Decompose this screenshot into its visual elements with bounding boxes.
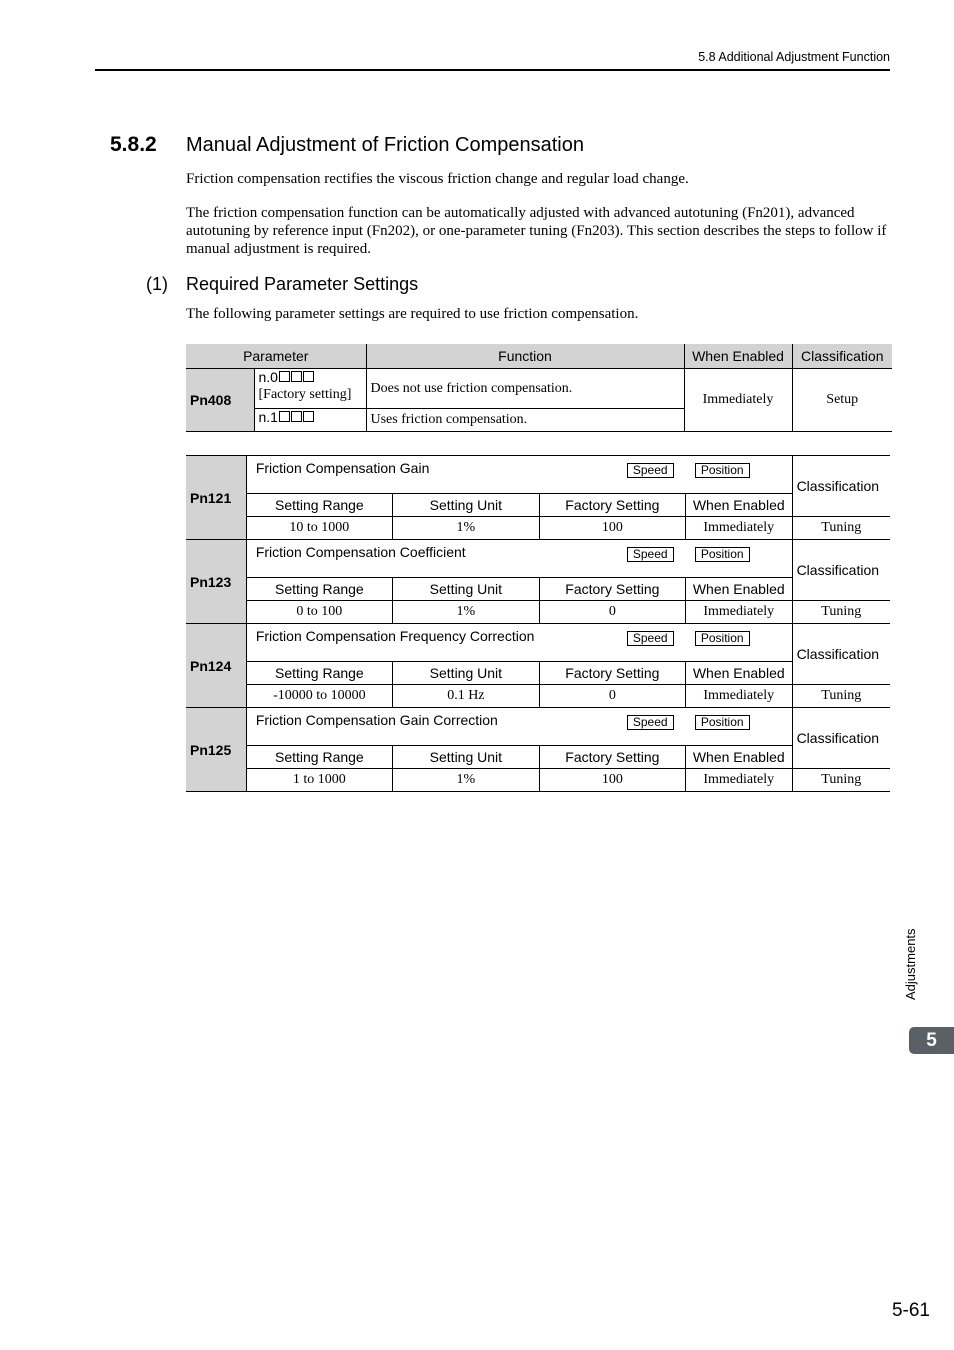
detail-name-row [186, 540, 890, 578]
factory-setting-value: 100 [539, 517, 685, 540]
setting-range-value: -10000 to 10000 [246, 685, 392, 708]
setting-range-label: Setting Range [246, 494, 392, 517]
position-tag: Position [695, 631, 750, 646]
detail-header-row [186, 662, 890, 685]
detail-name: Friction Compensation Gain Correction Speed Position [246, 708, 792, 746]
header-rule [95, 69, 890, 71]
detail-pn: Pn121 [186, 456, 246, 540]
detail-header-row [186, 494, 890, 517]
detail-pn: Pn123 [186, 540, 246, 624]
classification-value: Tuning [792, 517, 890, 540]
param-value-0: n.0 [Factory setting] [254, 369, 366, 409]
position-tag: Position [695, 547, 750, 562]
detail-header-row [186, 746, 890, 769]
when-enabled-value: Immediately [685, 685, 792, 708]
detail-name-row [186, 456, 890, 494]
setting-unit-label: Setting Unit [392, 578, 539, 601]
intro-paragraph-1: Friction compensation rectifies the viscous friction change and regular load change. [186, 171, 689, 187]
setting-unit-value: 1% [392, 601, 539, 624]
detail-pn: Pn124 [186, 624, 246, 708]
factory-setting-value: 100 [539, 769, 685, 792]
setting-unit-value: 0.1 Hz [392, 685, 539, 708]
header-when-enabled: When Enabled [684, 344, 792, 369]
classification-label: Classification [792, 624, 890, 685]
setting-range-value: 1 to 1000 [246, 769, 392, 792]
setting-range-label: Setting Range [246, 578, 392, 601]
parameter-table [186, 344, 892, 432]
table-row [186, 369, 892, 409]
when-enabled-label: When Enabled [685, 662, 792, 685]
factory-setting-value: 0 [539, 685, 685, 708]
when-enabled-value: Immediately [685, 601, 792, 624]
subsection-heading [146, 274, 418, 295]
classification-value: Tuning [792, 601, 890, 624]
when-enabled-value: Immediately [685, 517, 792, 540]
when-enabled-label: When Enabled [685, 578, 792, 601]
detail-name: Friction Compensation Frequency Correction Speed Position [246, 624, 792, 662]
subsection-title: Required Parameter Settings [186, 274, 419, 294]
setting-unit-value: 1% [392, 769, 539, 792]
section-heading [110, 133, 584, 157]
parameter-detail-table [186, 455, 890, 792]
param-function-0: Does not use friction compensation. [366, 369, 684, 409]
page-number: 5-61 [891, 1300, 930, 1321]
param-value-1: n.1 [254, 409, 366, 432]
param-function-1: Uses friction compensation. [366, 409, 684, 432]
position-tag: Position [695, 715, 750, 730]
chapter-tab: 5 [909, 1027, 954, 1054]
when-enabled-label: When Enabled [685, 746, 792, 769]
setting-unit-value: 1% [392, 517, 539, 540]
header-parameter: Parameter [186, 344, 366, 369]
setting-range-value: 0 to 100 [246, 601, 392, 624]
factory-setting-value: 0 [539, 601, 685, 624]
detail-value-row [186, 517, 890, 540]
detail-header-row [186, 578, 890, 601]
intro-paragraph-2: The friction compensation function can be automatically adjusted with advanced autotuning (Fn201), advanced autotuning by reference input (Fn202), or one-parameter tuning (Fn203). This section describes the steps to follow if manual adjustment is required. [186, 205, 887, 257]
position-tag: Position [695, 463, 750, 478]
header-function: Function [366, 344, 684, 369]
speed-tag: Speed [627, 463, 674, 478]
setting-range-label: Setting Range [246, 662, 392, 685]
classification-label: Classification [792, 540, 890, 601]
param-when-enabled: Immediately [684, 369, 792, 432]
subsection-number: (1) [146, 274, 168, 294]
param-classification: Setup [792, 369, 892, 432]
classification-label: Classification [792, 456, 890, 517]
chapter-side-label: Adjustments [903, 928, 918, 1000]
factory-setting-label: Factory Setting [539, 662, 685, 685]
detail-value-row [186, 685, 890, 708]
when-enabled-label: When Enabled [685, 494, 792, 517]
detail-name: Friction Compensation Coefficient Speed Position [246, 540, 792, 578]
classification-value: Tuning [792, 769, 890, 792]
section-number: 5.8.2 [110, 133, 157, 156]
section-title: Manual Adjustment of Friction Compensation [186, 134, 584, 156]
classification-label: Classification [792, 708, 890, 769]
when-enabled-value: Immediately [685, 769, 792, 792]
speed-tag: Speed [627, 547, 674, 562]
detail-name-row [186, 708, 890, 746]
factory-setting-label: Factory Setting [539, 578, 685, 601]
detail-value-row [186, 769, 890, 792]
factory-setting-note: [Factory setting] [258, 387, 352, 402]
speed-tag: Speed [627, 631, 674, 646]
subsection-text: The following parameter settings are required to use friction compensation. [186, 306, 639, 322]
setting-unit-label: Setting Unit [392, 662, 539, 685]
detail-value-row [186, 601, 890, 624]
classification-value: Tuning [792, 685, 890, 708]
detail-name-row [186, 624, 890, 662]
setting-unit-label: Setting Unit [392, 746, 539, 769]
setting-unit-label: Setting Unit [392, 494, 539, 517]
setting-range-label: Setting Range [246, 746, 392, 769]
param-number: Pn408 [186, 369, 254, 432]
setting-range-value: 10 to 1000 [246, 517, 392, 540]
factory-setting-label: Factory Setting [539, 494, 685, 517]
detail-pn: Pn125 [186, 708, 246, 792]
speed-tag: Speed [627, 715, 674, 730]
detail-name: Friction Compensation Gain Speed Position [246, 456, 792, 494]
factory-setting-label: Factory Setting [539, 746, 685, 769]
running-header: 5.8 Additional Adjustment Function [698, 50, 890, 64]
header-classification: Classification [792, 344, 892, 369]
table-header-row [186, 344, 892, 369]
